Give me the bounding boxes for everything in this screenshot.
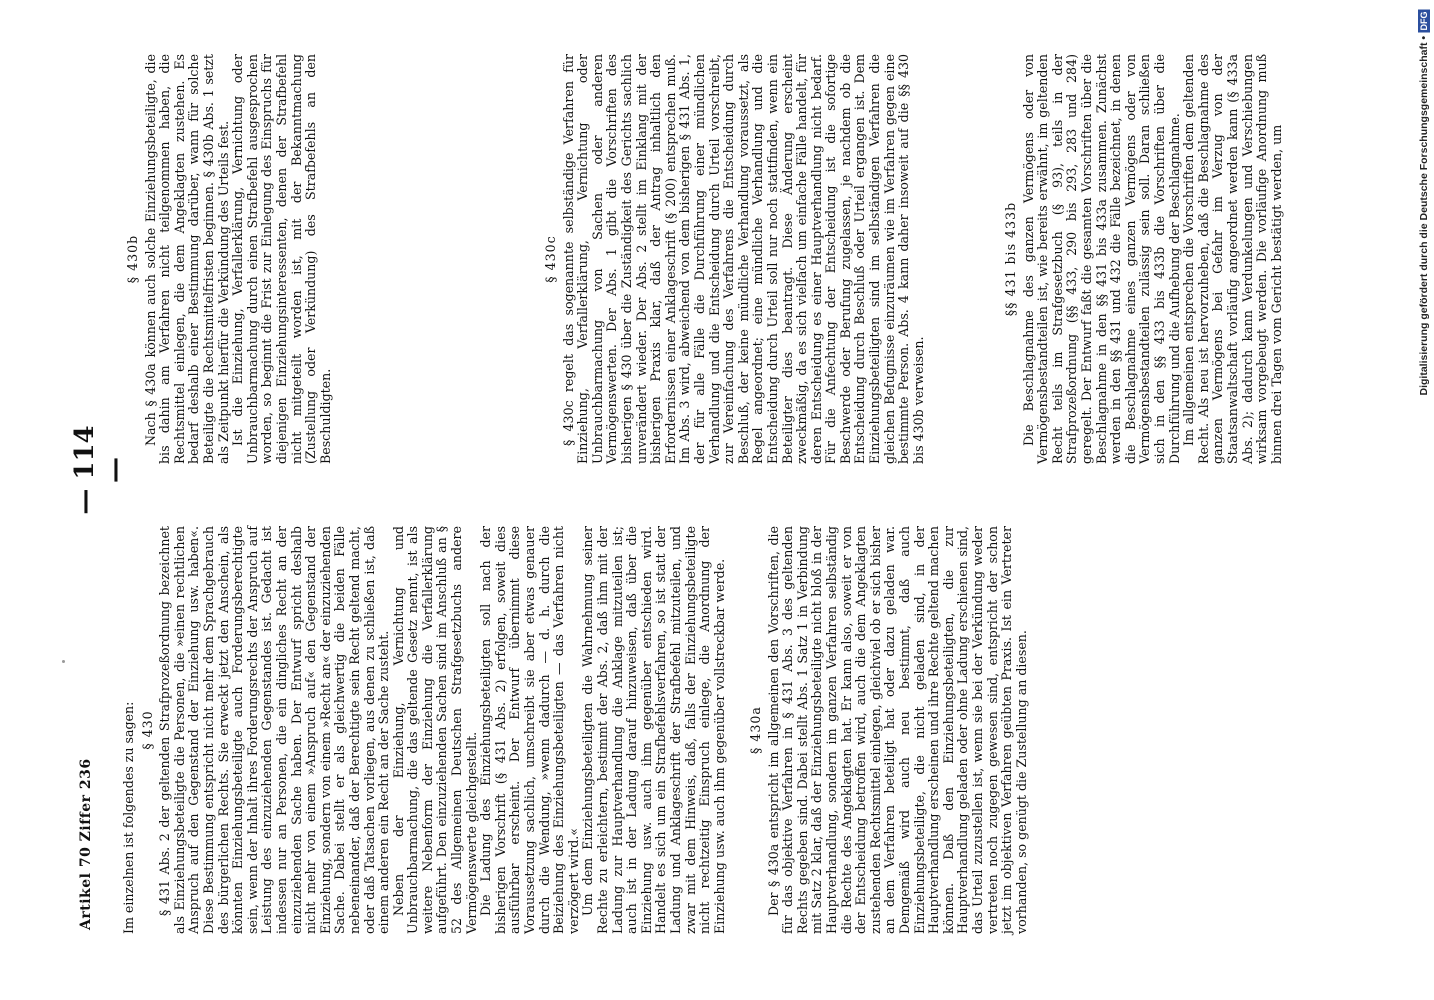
paragraph: Die Beschlagnahme des ganzen Vermögens oder von Vermögensbestandteilen ist, wie bereits erwähnt, im geltenden Recht teils im Strafgesetzbuch (§ 93), teils in der Strafprozeßordnung (§§ 433, 290 bis 293, 283 und 284) geregelt. Der Entwurf faßt die gesamten Vorschriften über die Beschlagnahme in den §§ 431 bis 433a zusammen. Zunächst werden in den §§ 431 und 432 die Fälle bezeichnet, in denen die Beschlagnahme eines ganzen Vermögens oder von Vermögensbestandteilen zulässig sein soll. Daran schließen sich in den §§ 433 bis 433b die Vorschriften über die Durchführung und die Aufhebung der Beschlagnahme.: [1020, 54, 1182, 464]
section-heading-430c: § 430c: [543, 235, 558, 283]
digitization-text: Digitalisierung gefördert durch die Deutsche Forschungsgemeinschaft •: [1418, 35, 1430, 396]
scan-speck: [62, 660, 65, 663]
section-heading-430: § 430: [139, 710, 155, 750]
paragraph: Der § 430a entspricht im allgemeinen den Vorschriften, die für das objektive Verfahren in § 431 Abs. 3 des geltenden Rechts gegeben sind. Dabei stellt Abs. 1 Satz 1 in Verbindung mit Satz 2 klar, daß der Einziehungsbeteiligte nicht bloß in der Hauptverhandlung, sondern im ganzen Verfahren selbständig die Rechte des Angeklagten hat. Er kann also, soweit er von der Entscheidung betroffen wird, auch die dem Angeklagten zustehenden Rechtsmittel einlegen, gleichviel ob er sich bisher an dem Verfahren beteiligt hat oder dazu geladen war. Demgemäß wird auch neu bestimmt, daß auch Einziehungsbeteiligte, die nicht geladen sind, in der Hauptverhandlung erscheinen und ihre Rechte geltend machen können. Daß den Einziehungsbeteiligten, die zur Hauptverhandlung geladen oder ohne Ladung erschienen sind, das Urteil zuzustellen ist, wenn sie bei der Verkündung weder vertreten noch zugegen gewesen sind, entspricht der schon jetzt im objektiven Verfahren geübten Praxis. Ist ein Vertreter vorhanden, so genügt die Zustellung an diesen.: [765, 526, 1029, 934]
dfg-logo: DFG: [1419, 12, 1429, 31]
section-heading-430b: § 430b: [125, 234, 140, 284]
section-heading-430a: § 430a: [748, 706, 763, 754]
left-column: [122, 526, 727, 934]
left-column-lower: [745, 526, 1029, 934]
paragraph: § 430c regelt das sogenannte selbständige Verfahren für Einziehung, Verfallerklärung, Vernichtung oder Unbrauchbarmachung von Sachen oder anderen Vermögenswerten. Der Abs. 1 gibt die Vorschriften des bisherigen § 430 über die Zuständigkeit des Gerichts sachlich unverändert wieder. Der Abs. 2 stellt im Einklang mit der bisherigen Praxis klar, daß der Antrag inhaltlich den Erfordernissen einer Anklageschrift (§ 200) entsprechen muß. Im Abs. 3 wird, abweichend von dem bisherigen § 431 Abs. 1, der für alle Fälle die Durchführung einer mündlichen Verhandlung und die Entscheidung durch Urteil vorschreibt, zur Vereinfachung des Verfahrens die Entscheidung durch Beschluß, der keine mündliche Verhandlung voraussetzt, als Regel angeordnet; eine mündliche Verhandlung und die Entscheidung durch Urteil soll nur noch stattfinden, wenn ein Beteiligter dies beantragt. Diese Änderung erscheint zweckmäßig, da es sich vielfach um einfache Fälle handelt, für deren Entscheidung es einer Hauptverhandlung nicht bedarf. Für die Anfechtung der Entscheidung ist die sofortige Beschwerde oder Berufung zugelassen, je nachdem ob die Entscheidung durch Beschluß oder Urteil ergangen ist. Dem Einziehungsbeteiligten sind im selbständigen Verfahren die gleichen Befugnisse einzuräumen wie im Verfahren gegen eine bestimmte Person. Abs. 4 kann daher insoweit auf die §§ 430 bis 430b verweisen.: [560, 54, 926, 464]
paragraph: Ist die Einziehung, Verfallerklärung, Vernichtung oder Unbrauchbarmachung durch einen Strafbefehl ausgesprochen worden, so beginnt die Frist zur Einlegung des Einspruchs für diejenigen Einziehungsinteressenten, denen der Strafbefehl nicht mitgeteilt worden ist, mit der Bekanntmachung (Zustellung oder Verkündung) des Strafbefehls an den Beschuldigten.: [230, 54, 333, 464]
page-number: — 114 —: [70, 425, 130, 515]
running-header: Artikel 70 Ziffer 236: [78, 758, 94, 930]
section-heading-431: §§ 431 bis 433b: [1003, 201, 1018, 317]
paragraph: Um dem Einziehungsbeteiligten die Wahrnehmung seiner Rechte zu erleichtern, bestimmt der Abs. 2, daß ihm mit der Ladung zur Hauptverhandlung die Anklage mitzuteilen ist; auch ist in der Ladung darauf hinzuweisen, daß über die Einziehung usw. auch ihm gegenüber entschieden wird. Handelt es sich um ein Strafbefehlsverfahren, so ist statt der Ladung und Anklageschrift der Strafbefehl mitzuteilen, und zwar mit dem Hinweis, daß, falls der Einziehungsbeteiligte nicht rechtzeitig Einspruch einlege, die Anordnung der Einziehung usw. auch ihm gegenüber vollstreckbar werde.: [580, 526, 727, 934]
paragraph: Neben der Einziehung, Vernichtung und Unbrauchbarmachung, die das geltende Gesetz nennt, ist als weitere Nebenform der Einziehung die Verfallerklärung aufgeführt. Den einzuziehenden Sachen sind im Anschluß an § 52 des Allgemeinen Deutschen Strafgesetzbuchs andere Vermögenswerte gleichgestellt.: [390, 526, 479, 934]
paragraph: Die Ladung des Einziehungsbeteiligten soll nach der bisherigen Vorschrift (§ 431 Abs. 2) erfolgen, soweit dies ausführbar erscheint. Der Entwurf übernimmt diese Voraussetzung sachlich, umschreibt sie aber etwas genauer durch die Wendung, »wenn dadurch — d. h. durch die Beiziehung des Einziehungsbeteiligten — das Verfahren nicht verzögert wird.«: [478, 526, 581, 934]
right-column: [122, 54, 333, 464]
paragraph: Im allgemeinen entsprechen die Vorschriften dem geltenden Recht. Als neu ist hervorzuheben, daß die Beschlagnahme des ganzen Vermögens bei Gefahr im Verzug von der Staatsanwaltschaft vorläufig angeordnet werden kann (§ 433a Abs. 2); dadurch kann Verdunkelungen und Verschiebungen wirksam vorgebeugt werden. Die vorläufige Anordnung muß binnen drei Tagen vom Gericht bestätigt werden, um: [1181, 54, 1284, 464]
paragraph: Nach § 430a können auch solche Einziehungsbeteiligte, die bis dahin am Verfahren nicht teilgenommen haben, die Rechtsmittel einlegen, die dem Angeklagten zustehen. Es bedarf deshalb einer Bestimmung darüber, wann für solche Beteiligte die Rechtsmittelfristen beginnen. § 430b Abs. 1 setzt als Zeitpunkt hierfür die Verkündung des Urteils fest.: [142, 54, 231, 464]
right-column-middle: [540, 54, 926, 464]
paragraph: § 431 Abs. 2 der geltenden Strafprozeßordnung bezeichnet als Einziehungsbeteiligte die Personen, die »einen rechtlichen Anspruch auf den Gegenstand der Einziehung usw. haben«. Diese Bestimmung entspricht nicht mehr dem Sprachgebrauch des bürgerlichen Rechts. Sie erweckt jetzt den Anschein, als könnten Einziehungsbeteiligte auch Forderungsberechtigte sein, wenn der Inhalt ihres Forderungsrechts der Anspruch auf Leistung des einzuziehenden Gegenstandes ist. Gedacht ist indessen nur an Personen, die ein dingliches Recht an der einzuziehenden Sache haben. Der Entwurf spricht deshalb nicht mehr von einem »Anspruch auf« den Gegenstand der Einziehung, sondern von einem »Recht an« der einzuziehenden Sache. Dabei stellt er als gleichwertig die beiden Fälle nebeneinander, daß der Berechtigte sein Recht geltend macht, oder daß Tatsachen vorliegen, aus denen zu schließen ist, daß einem anderen ein Recht an der Sache zusteht.: [157, 526, 392, 934]
intro-line: Im einzelnen ist folgendes zu sagen:: [121, 701, 136, 934]
right-column-lower: [1000, 54, 1284, 464]
digitization-note: [1418, 10, 1430, 396]
